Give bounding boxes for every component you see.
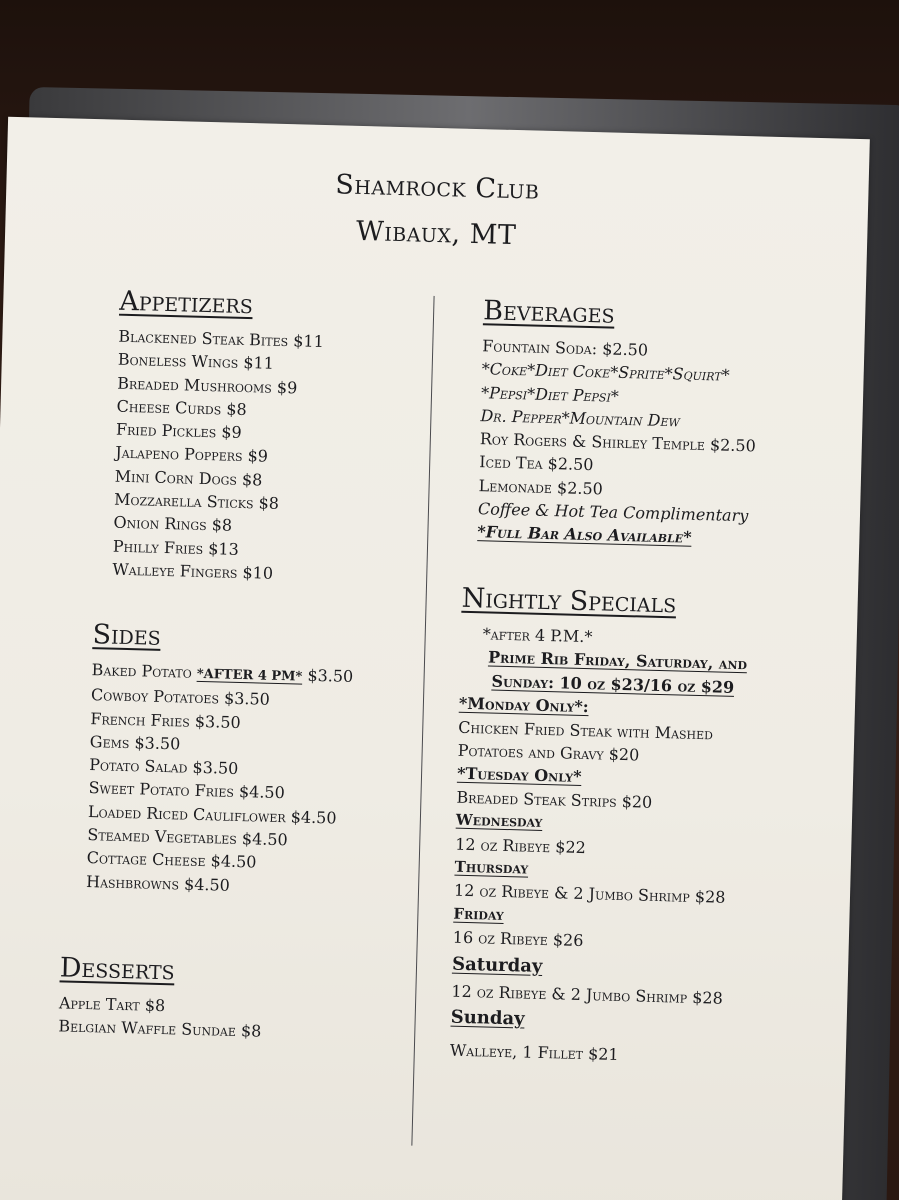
list-item: Breaded Steak Strips $20 [456,787,653,812]
list-item: Jalapeno Poppers $9 [115,443,269,467]
list-item: Dr. Pepper*Mountain Dew [480,406,681,431]
list-item: Philly Fries $13 [112,536,240,559]
list-item: *Full Bar Also Available* [477,522,692,548]
menu-title: Shamrock Club [334,169,540,206]
list-item: Boneless Wings $11 [117,349,275,374]
specials-section [450,583,749,1070]
appetizers-section [112,286,325,587]
list-item: Blackened Steak Bites $11 [118,326,325,352]
list-item: Breaded Mushrooms $9 [116,373,298,397]
column-divider [411,296,434,1146]
list-item: Potatoes and Gravy $20 [457,740,640,765]
list-item: 16 oz Ribeye $26 [452,927,584,951]
list-item: Lemonade $2.50 [478,475,604,499]
beverages-section [477,295,759,551]
prime-rib-line: Prime Rib Friday, Saturday, and [487,647,748,674]
prime-rib-line: Sunday: 10 oz $23/16 oz $29 [491,671,735,697]
day-label: Friday [453,904,504,924]
list-item: Chicken Fried Steak with Mashed [458,717,714,744]
desserts-heading: Desserts [59,952,176,987]
list-item: Sweet Potato Fries $4.50 [88,778,286,803]
list-item: Cowboy Potatoes $3.50 [90,685,271,710]
menu-sheet [0,117,870,1200]
list-item: Walleye Fingers $10 [112,559,274,583]
list-item: Hashbrowns $4.50 [85,871,231,895]
list-item: *Pepsi*Diet Pepsi* [480,382,620,406]
list-item: Roy Rogers & Shirley Temple $2.50 [479,429,757,456]
list-item: Cheese Curds $8 [116,396,247,419]
day-label: *Monday Only*: [458,693,589,717]
list-item: French Fries $3.50 [90,708,241,732]
list-item: Loaded Riced Cauliflower $4.50 [87,801,337,828]
list-item: Cottage Cheese $4.50 [86,848,257,872]
list-item: Onion Rings $8 [113,512,233,536]
list-item: Iced Tea $2.50 [479,452,594,475]
list-item: 12 oz Ribeye & 2 Jumbo Shrimp $28 [453,881,726,908]
list-item: Walleye, 1 Fillet $21 [449,1040,619,1065]
appetizers-heading: Appetizers [118,285,254,321]
specials-after-note: *after 4 P.M.* [482,624,593,647]
day-label: Thursday [454,857,529,878]
menu-location: Wibaux, MT [355,215,517,252]
beverages-heading: Beverages [482,295,615,330]
list-item: Fountain Soda: $2.50 [482,336,649,360]
day-label: Saturday [451,953,543,977]
sides-section [86,619,355,900]
list-item: Mini Corn Dogs $8 [114,466,263,490]
list-item: Gems $3.50 [89,731,181,754]
list-item: 12 oz Ribeye $22 [455,834,587,857]
list-item: Steamed Vegetables $4.50 [87,825,288,850]
list-item: Belgian Waffle Sundae $8 [58,1016,262,1041]
sides-heading: Sides [92,619,162,652]
list-item: Potato Salad $3.50 [88,755,239,779]
baked-potato-note: *AFTER 4 PM* [196,666,303,685]
list-item: *Coke*Diet Coke*Sprite*Squirt* [481,359,730,385]
list-item: Coffee & Hot Tea Complimentary [477,499,749,526]
list-item: Fried Pickles $9 [115,419,242,443]
baked-potato-price: $3.50 [307,665,354,686]
list-item: 12 oz Ribeye & 2 Jumbo Shrimp $28 [451,981,724,1008]
day-label: Wednesday [455,810,543,832]
day-label: Sunday [450,1006,525,1030]
specials-heading: Nightly Specials [461,582,677,620]
list-item: Apple Tart $8 [58,993,166,1016]
desserts-section [58,952,263,1043]
list-item: Mozzarella Sticks $8 [113,489,280,514]
day-label: *Tuesday Only* [456,764,582,787]
baked-potato-name: Baked Potato [91,660,192,682]
